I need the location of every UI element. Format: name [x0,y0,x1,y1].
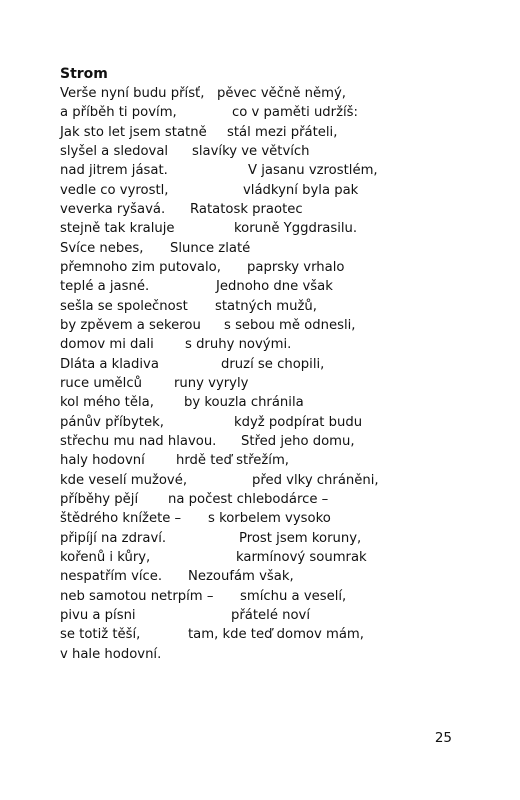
poem-line-second-half: druzí se chopili, [221,356,325,372]
poem-line-first-half: pivu a písni [60,607,136,623]
poem-line-first-half: přemnoho zim putovalo, [60,259,221,275]
poem-line [60,103,480,122]
poem-line-first-half: Svíce nebes, [60,240,144,256]
poem-line-second-half: Jednoho dne však [216,279,333,295]
poem-line-second-half: Ratatosk praotec [190,201,303,217]
poem-line [60,161,480,180]
poem-line-first-half: sešla se společnost [60,298,188,314]
poem-line [60,181,480,200]
poem-line-second-half: před vlky chráněni, [252,472,379,488]
poem-line-second-half: na počest chlebodárce – [168,491,329,507]
poem-line-first-half: nad jitrem jásat. [60,163,168,179]
poem-line-first-half: Dláta a kladiva [60,356,159,372]
poem-line-second-half: slavíky ve větvích [192,143,310,159]
poem-line-first-half: neb samotou netrpím – [60,588,214,604]
poem-line-second-half: Slunce zlaté [170,240,251,256]
poem-line-second-half: koruně Yggdrasilu. [234,221,358,237]
poem-line [60,471,480,490]
poem-line-second-half: paprsky vrhalo [247,259,345,275]
poem-line [60,529,480,548]
poem-line-first-half: Jak sto let jsem statně [60,124,207,140]
poem-line-second-half: hrdě teď střežím, [176,453,289,469]
poem-line-first-half: stejně tak kraluje [60,221,175,237]
poem-line-first-half: příběhy pějí [60,491,139,507]
poem-line [60,277,480,296]
poem-line-first-half: teplé a jasné. [60,279,150,295]
poem-line [60,219,480,238]
poem-line-second-half: vládkyní byla pak [243,182,359,198]
poem-line-second-half: Nezoufám však, [188,569,294,585]
poem-line-first-half: nespatřím více. [60,569,163,585]
poem-line [60,200,480,219]
poem-line-first-half: haly hodovní [60,453,145,469]
poem-line [60,645,480,664]
poem-line [60,393,480,412]
poem-line-first-half: vedle co vyrostl, [60,182,169,198]
poem-line-first-half: domov mi dali [60,337,154,353]
poem-title: Strom [60,66,108,82]
poem-line-second-half: runy vyryly [174,375,249,391]
poem-line-second-half: když podpírat budu [234,414,363,430]
poem-line [60,355,480,374]
poem-line-first-half: se totiž těší, [60,627,141,643]
poem-line [60,84,480,103]
poem-line-second-half: smíchu a veselí, [240,588,347,604]
poem-line [60,413,480,432]
poem-line-second-half: s sebou mě odnesli, [224,317,356,333]
poem-line-second-half: statných mužů, [215,298,317,314]
poem-line-first-half: Verše nyní budu přísť, [60,86,205,101]
poem-line-first-half: a příběh ti povím, [60,105,177,121]
poem-line-second-half: Prost jsem koruny, [239,530,362,546]
poem-line-second-half: by kouzla chránila [184,395,304,411]
poem-line-first-half: by zpěvem a sekerou [60,317,201,333]
poem-line-second-half: s druhy novými. [185,337,292,353]
poem-line [60,239,480,258]
poem-line-second-half: přátelé noví [231,607,311,623]
poem-line [60,587,480,606]
poem-line-first-half: slyšel a sledoval [60,143,169,159]
poem-line-second-half: co v paměti udržíš: [232,105,358,121]
poem-line-second-half: s korbelem vysoko [208,511,331,527]
poem-line [60,123,480,142]
poem-line [60,297,480,316]
poem-line-first-half: kořenů i kůry, [60,549,151,565]
poem-line-second-half: tam, kde teď domov mám, [188,627,364,643]
poem-line [60,548,480,567]
poem-line [60,374,480,393]
poem-line-second-half: V jasanu vzrostlém, [248,163,378,179]
poem-line-first-half: střechu mu nad hlavou. [60,433,217,449]
poem-line [60,432,480,451]
poem-line [60,451,480,470]
poem-line [60,567,480,586]
poem-line [60,316,480,335]
poem-line-first-half: v hale hodovní. [60,646,162,662]
poem-line [60,509,480,528]
poem-line-second-half: stál mezi přáteli, [227,124,338,140]
poem-line-second-half: pěvec věčně němý, [217,86,346,101]
poem-body [60,84,480,664]
poem-line-first-half: ruce umělců [60,375,142,391]
poem-line-first-half: veverka ryšavá. [60,201,166,217]
poem-line-first-half: pánův příbytek, [60,414,164,430]
poem-line-first-half: připíjí na zdraví. [60,530,167,546]
poem-line [60,335,480,354]
poem-line-second-half: karmínový soumrak [236,549,367,565]
poem-line [60,490,480,509]
poem-line-first-half: kol mého těla, [60,395,154,411]
poem-line [60,142,480,161]
poem-line [60,606,480,625]
poem-line-first-half: kde veselí mužové, [60,472,188,488]
poem-line-second-half: Střed jeho domu, [241,433,355,449]
page-number: 25 [434,730,452,746]
poem-line [60,625,480,644]
poem-line-first-half: štědrého knížete – [60,511,182,527]
poem-line [60,258,480,277]
